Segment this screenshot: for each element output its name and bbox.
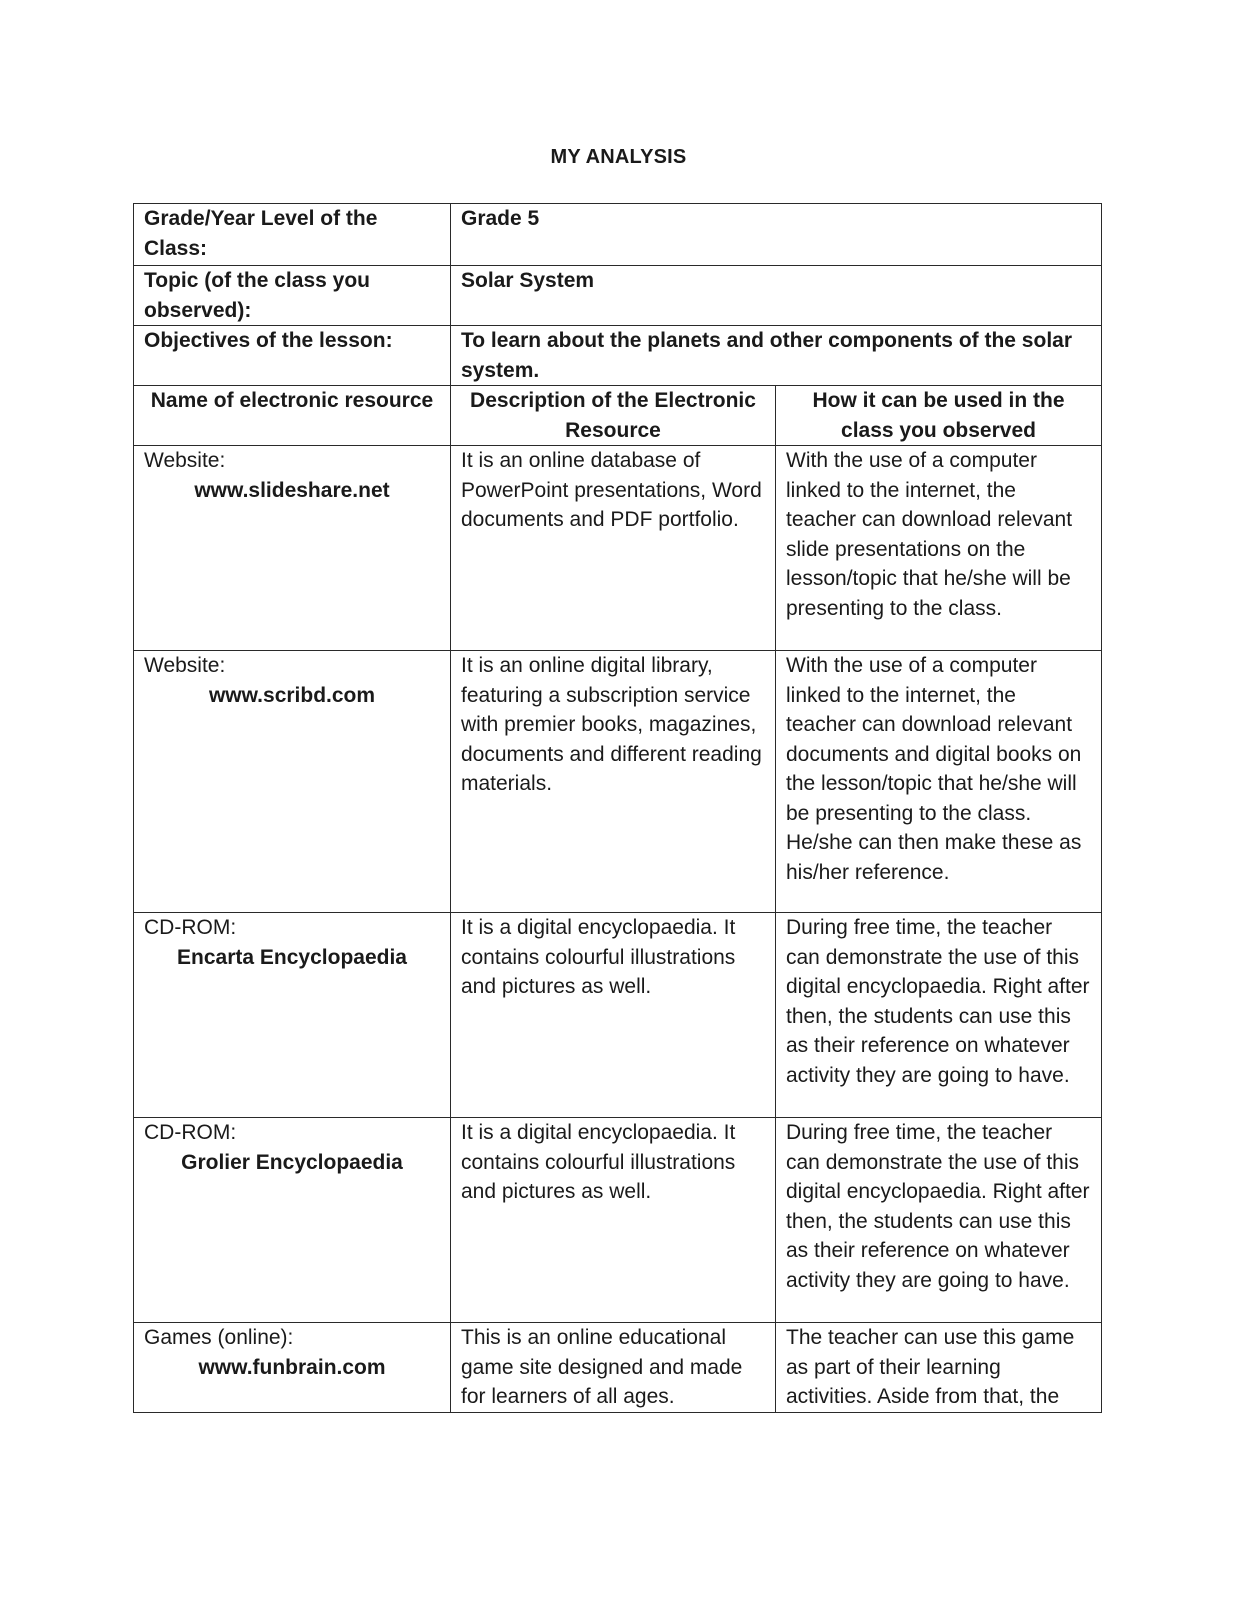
page-title: MY ANALYSIS	[550, 146, 687, 168]
objectives-label: Objectives of the lesson:	[134, 326, 451, 386]
resource-type: Website:	[144, 654, 226, 677]
column-header-row	[134, 386, 1102, 446]
resource-type: CD-ROM:	[144, 1121, 237, 1144]
resource-description: It is a digital encyclopaedia. It contains colourful illustrations and pictures as well.	[451, 1118, 776, 1323]
grade-value: Grade 5	[451, 204, 1102, 266]
table-row	[134, 913, 1102, 1118]
column-header-usage: How it can be used in the class you observed	[776, 386, 1102, 446]
table-row	[134, 1323, 1102, 1413]
resource-name: www.slideshare.net	[194, 478, 390, 502]
resource-name: www.scribd.com	[208, 683, 376, 707]
table-row	[134, 651, 1102, 913]
resource-type: Website:	[144, 449, 226, 472]
resource-name: Grolier Encyclopaedia	[181, 1150, 403, 1174]
resource-name: Encarta Encyclopaedia	[177, 945, 407, 969]
objectives-value: To learn about the planets and other components of the solar system.	[451, 326, 1102, 386]
topic-value: Solar System	[451, 266, 1102, 326]
resource-cell	[134, 1118, 451, 1323]
topic-label: Topic (of the class you observed):	[134, 266, 451, 326]
grade-row	[134, 204, 1102, 266]
resource-name: www.funbrain.com	[198, 1355, 386, 1379]
resource-description: This is an online educational game site designed and made for learners of all ages.	[451, 1323, 776, 1413]
objectives-row	[134, 326, 1102, 386]
resource-cell	[134, 446, 451, 651]
resource-type: Games (online):	[144, 1326, 294, 1349]
analysis-table	[133, 203, 1102, 1413]
resource-type: CD-ROM:	[144, 916, 237, 939]
topic-row	[134, 266, 1102, 326]
resource-usage: With the use of a computer linked to the internet, the teacher can download relevant documents and digital books on the lesson/topic that he/she will be presenting to the class. He/she can then make these as his/her reference.	[776, 651, 1102, 913]
resource-usage: With the use of a computer linked to the internet, the teacher can download relevant slide presentations on the lesson/topic that he/she will be presenting to the class.	[776, 446, 1102, 651]
resource-cell	[134, 1323, 451, 1413]
resource-description: It is an online digital library, featuring a subscription service with premier books, magazines, documents and different reading materials.	[451, 651, 776, 913]
table-row	[134, 1118, 1102, 1323]
resource-description: It is a digital encyclopaedia. It contains colourful illustrations and pictures as well.	[451, 913, 776, 1118]
resource-usage: The teacher can use this game as part of their learning activities. Aside from that, the	[776, 1323, 1102, 1413]
resource-cell	[134, 913, 451, 1118]
table-row	[134, 446, 1102, 651]
grade-label: Grade/Year Level of the Class:	[134, 204, 451, 266]
resource-usage: During free time, the teacher can demonstrate the use of this digital encyclopaedia. Right after then, the students can use this as their reference on whatever activity they are going to have.	[776, 1118, 1102, 1323]
resource-usage: During free time, the teacher can demonstrate the use of this digital encyclopaedia. Right after then, the students can use this as their reference on whatever activity they are going to have.	[776, 913, 1102, 1118]
resource-cell	[134, 651, 451, 913]
column-header-name: Name of electronic resource	[134, 386, 451, 446]
column-header-description: Description of the Electronic Resource	[451, 386, 776, 446]
resource-description: It is an online database of PowerPoint presentations, Word documents and PDF portfolio.	[451, 446, 776, 651]
